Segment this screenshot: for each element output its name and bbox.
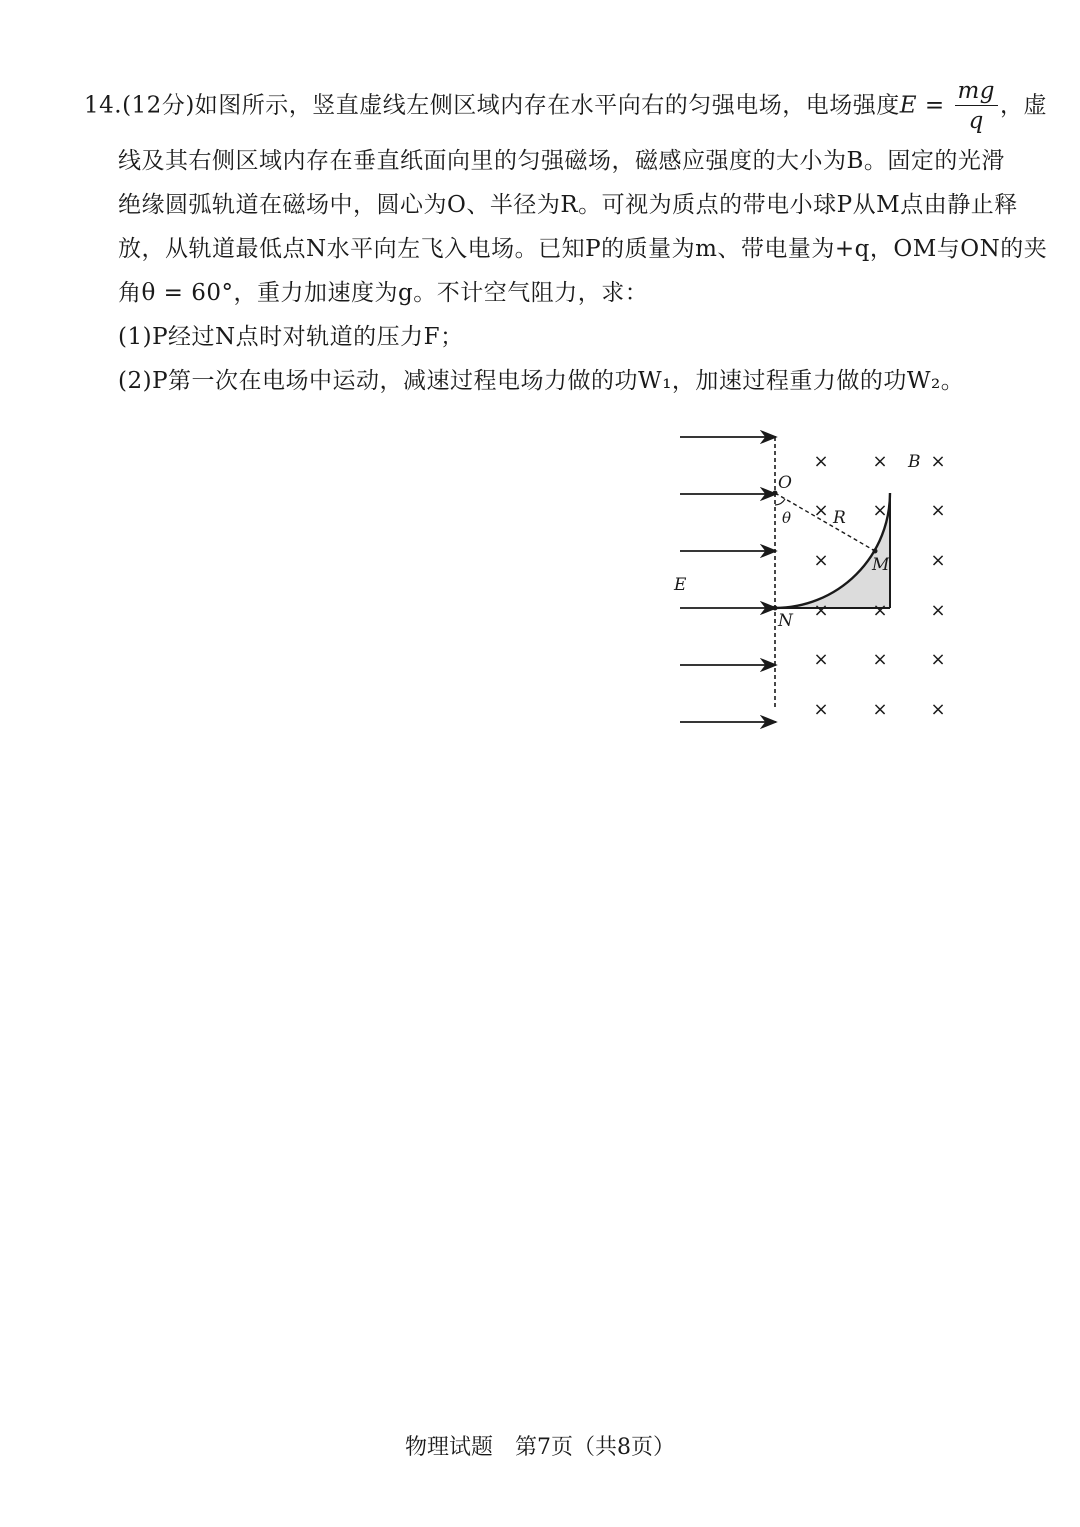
question-points: (12分) xyxy=(122,92,195,119)
question-line-5: 角θ = 60°，重力加速度为g。不计空气阻力，求： xyxy=(118,280,649,306)
question-line-3: 绝缘圆弧轨道在磁场中，圆心为O、半径为R。可视为质点的带电小球P从M点由静止释 xyxy=(118,192,1018,218)
question-number: 14. xyxy=(84,92,123,119)
question-text: 如图所示，竖直虚线左侧区域内存在水平向右的匀强电场，电场强度 xyxy=(194,92,900,119)
svg-text:×: × xyxy=(872,649,888,670)
svg-text:×: × xyxy=(930,649,946,670)
question-line-1 xyxy=(84,80,1047,133)
label-R: R xyxy=(833,508,846,528)
svg-text:×: × xyxy=(813,699,829,720)
sub-question-2: (2)P第一次在电场中运动，减速过程电场力做的功W₁，加速过程重力做的功W₂。 xyxy=(118,368,965,394)
fraction-mg-over-q xyxy=(955,80,999,133)
svg-text:×: × xyxy=(813,550,829,571)
svg-text:×: × xyxy=(930,451,946,472)
question-line-2: 线及其右侧区域内存在垂直纸面向里的匀强磁场，磁感应强度的大小为B。固定的光滑 xyxy=(118,148,1005,174)
svg-text:×: × xyxy=(813,600,829,621)
svg-text:×: × xyxy=(813,500,829,521)
page-footer: 物理试题 第7页（共8页） xyxy=(405,1435,675,1460)
label-B: B xyxy=(908,452,921,472)
label-O: O xyxy=(778,473,792,493)
svg-text:×: × xyxy=(813,451,829,472)
physics-diagram xyxy=(670,420,970,740)
fraction-denominator: q xyxy=(968,108,984,134)
symbol-E: E xyxy=(899,92,918,119)
question-text: ，虚 xyxy=(1000,92,1048,119)
svg-text:×: × xyxy=(930,699,946,720)
sub-question-1: (1)P经过N点时对轨道的压力F； xyxy=(118,324,464,350)
svg-text:×: × xyxy=(930,600,946,621)
svg-text:×: × xyxy=(872,500,888,521)
question-line-4: 放，从轨道最低点N水平向左飞入电场。已知P的质量为m、带电量为+q，OM与ON的夹 xyxy=(118,236,1048,262)
label-M: M xyxy=(872,555,890,575)
svg-text:×: × xyxy=(872,699,888,720)
svg-text:×: × xyxy=(930,500,946,521)
equals: = xyxy=(917,92,953,119)
svg-text:×: × xyxy=(872,600,888,621)
fraction-numerator: mg xyxy=(955,80,999,106)
svg-text:×: × xyxy=(813,649,829,670)
electric-field-arrows xyxy=(680,437,776,722)
theta-angle-arc xyxy=(775,499,785,505)
label-theta: θ xyxy=(782,509,792,527)
svg-text:×: × xyxy=(872,451,888,472)
svg-text:×: × xyxy=(930,550,946,571)
label-E: E xyxy=(674,575,687,595)
label-N: N xyxy=(778,611,793,631)
